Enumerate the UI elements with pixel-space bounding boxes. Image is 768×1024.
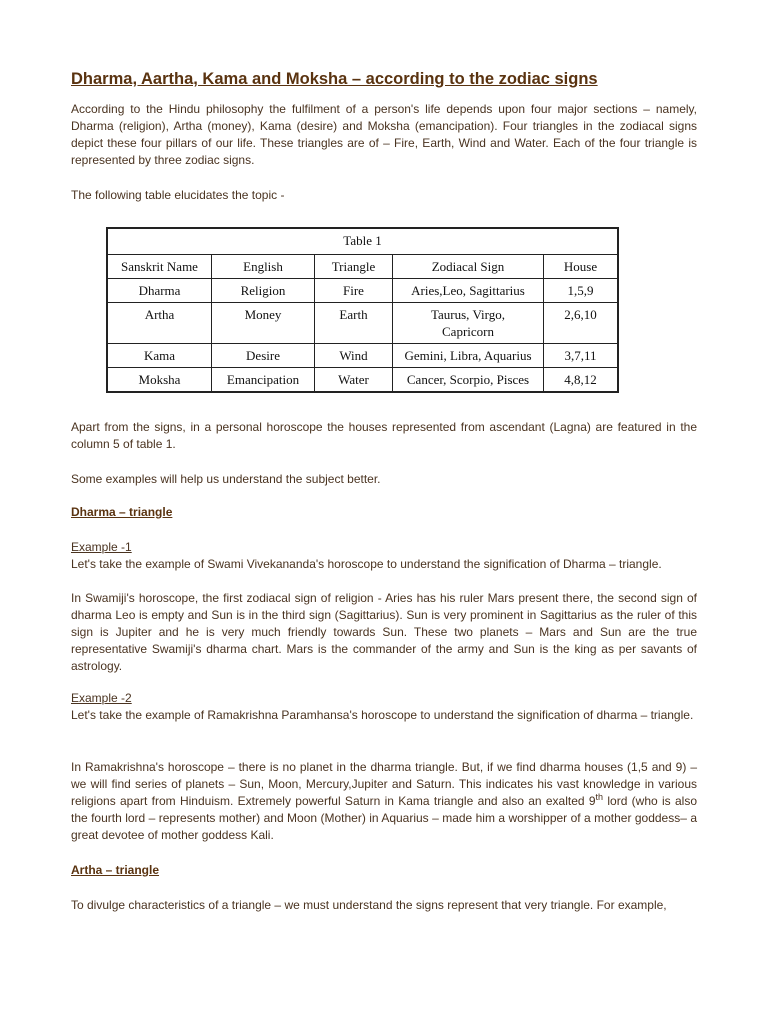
example-1-label: Example -1 (71, 540, 132, 554)
example-2-detail-part-b: lord (who is also the fourth lord – represents mother) and Moon (Mother) in Aquarius – made him a worshipper of a mother goddess– a great devotee of mother goddess Kali. (71, 794, 697, 842)
table-cell: Dharma (107, 279, 212, 303)
zodiac-table (106, 227, 619, 393)
page-title: Dharma, Aartha, Kama and Moksha – according to the zodiac signs (71, 70, 598, 88)
after-table-paragraph: Apart from the signs, in a personal horoscope the houses represented from ascendant (Lagna) are featured in the column 5 of table 1. (71, 420, 697, 451)
dharma-heading: Dharma – triangle (71, 505, 173, 519)
table-intro: The following table elucidates the topic - (71, 188, 285, 202)
table-cell: Money (212, 303, 315, 344)
table-cell: 1,5,9 (544, 279, 619, 303)
table-caption-row (107, 228, 618, 255)
table-cell: Moksha (107, 368, 212, 393)
examples-intro: Some examples will help us understand the subject better. (71, 472, 381, 486)
example-2-label: Example -2 (71, 691, 132, 705)
header-cell: English (212, 255, 315, 279)
table-cell: Cancer, Scorpio, Pisces (393, 368, 544, 393)
table-cell: Gemini, Libra, Aquarius (393, 344, 544, 368)
table-row (107, 368, 618, 393)
example-1-text: Let's take the example of Swami Vivekananda's horoscope to understand the signification of Dharma – triangle. (71, 557, 662, 571)
header-cell: Triangle (315, 255, 393, 279)
table-cell: 3,7,11 (544, 344, 619, 368)
example-2-text: Let's take the example of Ramakrishna Paramhansa's horoscope to understand the signification of dharma – triangle. (71, 708, 694, 722)
table-header-row (107, 255, 618, 279)
table-cell: 2,6,10 (544, 303, 619, 344)
table-cell: Water (315, 368, 393, 393)
table-cell: Fire (315, 279, 393, 303)
table-cell: Kama (107, 344, 212, 368)
table-cell: Artha (107, 303, 212, 344)
table-cell: Taurus, Virgo, Capricorn (393, 303, 544, 344)
table-cell: Earth (315, 303, 393, 344)
table-caption: Table 1 (107, 228, 618, 255)
example-1-block (71, 539, 697, 573)
table-cell: 4,8,12 (544, 368, 619, 393)
table-row (107, 344, 618, 368)
intro-paragraph: According to the Hindu philosophy the fulfilment of a person's life depends upon four major sections – namely, Dharma (religion), Artha (money), Kama (desire) and Moksha (emancipation). Four triangles in the zodiacal signs depict these four pillars of our life. These triangles are of – Fire, Earth, Wind and Water. Each of the four triangle is represented by three zodiac signs. (71, 102, 697, 167)
table-row (107, 279, 618, 303)
table-cell: Aries,Leo, Sagittarius (393, 279, 544, 303)
table-cell: Religion (212, 279, 315, 303)
table-cell: Emancipation (212, 368, 315, 393)
example-2-block (71, 690, 697, 724)
table-row (107, 303, 618, 344)
header-cell: Zodiacal Sign (393, 255, 544, 279)
example-1-detail: In Swamiji's horoscope, the first zodiacal sign of religion - Aries has his ruler Mars present there, the second sign of dharma Leo is empty and Sun is in the third sign (Sagittarius). Sun is very prominent in Sagittarius as the ruler of this sign is Jupiter and he is very much friendly towards Sun. These two planets – Mars and Sun are the true representative Swamiji's dharma chart. Mars is the commander of the army and Sun is the king as per savants of astrology. (71, 591, 697, 673)
table-cell: Desire (212, 344, 315, 368)
header-cell: House (544, 255, 619, 279)
example-2-detail (71, 759, 697, 844)
artha-paragraph: To divulge characteristics of a triangle – we must understand the signs represent that very triangle. For example, (71, 898, 667, 912)
header-cell: Sanskrit Name (107, 255, 212, 279)
ordinal-suffix: th (595, 792, 604, 802)
example-2-detail-part-a: In Ramakrishna's horoscope – there is no planet in the dharma triangle. But, if we find dharma houses (1,5 and 9) – we will find series of planets – Sun, Moon, Mercury,Jupiter and Saturn. This indicates his vast knowledge in various religions apart from Hinduism. Extremely powerful Saturn in Kama triangle and also an exalted 9 (71, 760, 697, 808)
artha-heading: Artha – triangle (71, 863, 160, 877)
table-cell: Wind (315, 344, 393, 368)
